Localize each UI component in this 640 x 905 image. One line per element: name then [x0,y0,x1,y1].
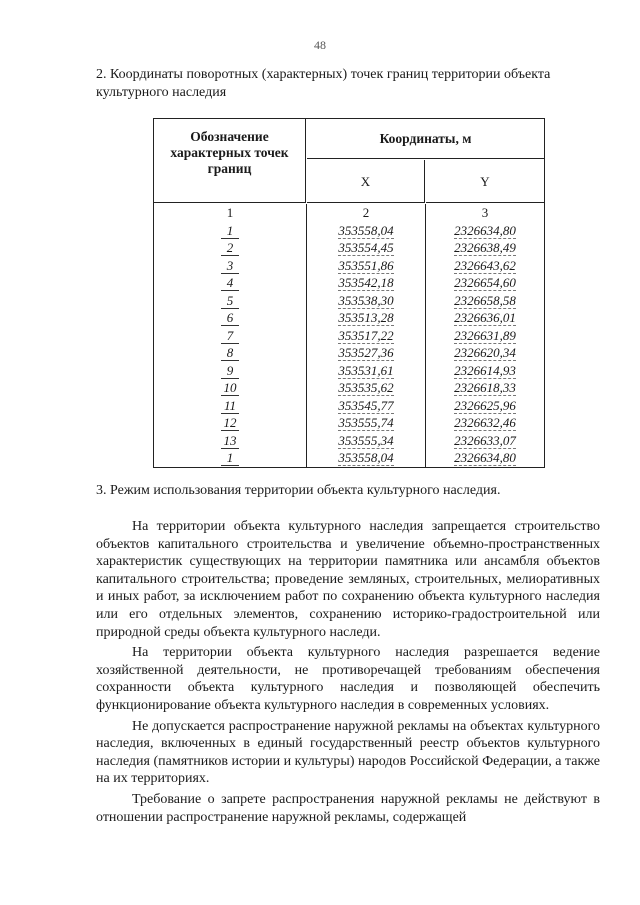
index-row [154,204,544,222]
x-cell [307,239,426,257]
table-row [154,397,544,415]
y-cell-value: 2326625,96 [454,397,516,413]
x-cell [307,222,426,240]
table-row [154,292,544,310]
y-cell-value: 2326636,01 [454,310,516,325]
y-cell-value: 2326643,62 [454,257,516,273]
x-cell-value: 353538,30 [338,292,394,308]
index-cell-1: 1 [154,204,307,222]
point-cell-value: 9 [221,363,239,379]
x-cell-value: 353545,77 [338,397,394,413]
paragraph-1: На территории объекта культурного наследия запрещается строительство объектов капитального строительства и увеличение объемно-пространственных характеристик существующих на территории памятника или ансамбля объектов капитального строительства; проведение земляных, строительных, мелиоративных и иных работ, за исключением работ по сохранению объекта культурного наследия или его отдельных элементов, сохранению историко-градостроительной или природной среды объекта культурного наследи. [96,519,600,640]
x-cell-value: 353555,74 [338,415,394,430]
x-cell-value: 353555,34 [338,432,394,448]
table-row [154,257,544,275]
y-cell [426,379,544,397]
y-cell [426,414,544,432]
point-cell-value: 3 [221,258,239,274]
index-cell-3: 3 [481,205,489,220]
paragraph-2: На территории объекта культурного наследия разрешается ведение хозяйственной деятельности, не противоречащей требованиям обеспечения сохранности объекта культурного наследия и позволяющей обеспечить функционирование объекта культурного наследия в современных условиях. [96,645,600,713]
table-row [154,327,544,345]
point-cell [154,362,307,380]
point-cell-value: 1 [221,223,239,239]
section-3-heading: 3. Режим использования территории объекта культурного наследия. [96,483,501,498]
x-cell [307,344,426,362]
y-cell [426,274,544,292]
y-cell-value: 2326614,93 [454,362,516,378]
point-cell [154,449,307,467]
point-cell-value: 8 [221,345,239,361]
x-cell [307,362,426,380]
x-cell [307,432,426,450]
coordinates-table [153,118,545,468]
point-cell [154,432,307,450]
x-cell-value: 353535,62 [338,380,394,395]
y-cell [426,239,544,257]
x-cell-value: 353554,45 [338,240,394,255]
x-cell [307,449,426,467]
body-text [96,518,600,829]
x-cell-value: 353527,36 [338,345,394,360]
index-cell-2: 2 [307,204,426,222]
x-cell-value: 353531,61 [338,362,394,378]
y-cell [426,362,544,380]
y-cell-value: 2326631,89 [454,327,516,343]
table-row [154,222,544,240]
point-cell [154,274,307,292]
x-cell-value: 353513,28 [338,310,394,325]
point-cell-value: 1 [221,450,239,466]
x-cell-value: 353551,86 [338,257,394,273]
x-cell-value: 353558,04 [338,222,394,238]
point-cell [154,344,307,362]
x-cell [307,397,426,415]
point-cell-value: 2 [221,240,239,256]
y-cell [426,397,544,415]
x-cell-value: 353558,04 [338,450,394,465]
section-2-heading: 2. Координаты поворотных (характерных) точек границ территории объекта культурного наследия [96,67,551,100]
header-coordinates: Координаты, м [307,119,544,159]
y-cell-value: 2326634,80 [454,222,516,238]
y-cell [426,292,544,310]
x-cell [307,414,426,432]
y-cell-value: 2326632,46 [454,415,516,430]
x-cell [307,292,426,310]
y-cell [426,257,544,275]
point-cell [154,292,307,310]
point-cell [154,239,307,257]
x-cell [307,327,426,345]
table-row [154,239,544,257]
point-cell-value: 4 [221,275,239,291]
point-cell-value: 10 [221,380,239,396]
point-cell [154,257,307,275]
table-row [154,379,544,397]
x-cell-value: 353517,22 [338,327,394,343]
point-cell [154,309,307,327]
header-y: Y [426,160,544,203]
table-row [154,449,544,467]
x-cell-value: 353542,18 [338,275,394,290]
y-cell-value: 2326620,34 [454,345,516,360]
table-row [154,309,544,327]
point-cell-value: 11 [221,398,239,414]
x-cell [307,309,426,327]
y-cell-value: 2326618,33 [454,380,516,395]
y-cell-value: 2326654,60 [454,275,516,290]
x-cell [307,274,426,292]
point-cell-value: 13 [221,433,239,449]
header-point-designation: Обозначение характерных точек границ [154,119,306,203]
table-row [154,432,544,450]
table-row [154,362,544,380]
x-cell [307,257,426,275]
y-cell-value: 2326638,49 [454,240,516,255]
y-cell [426,449,544,467]
y-cell-value: 2326633,07 [454,432,516,448]
y-cell-value: 2326658,58 [454,292,516,308]
y-cell [426,222,544,240]
y-cell [426,309,544,327]
y-cell [426,327,544,345]
point-cell [154,379,307,397]
point-cell [154,414,307,432]
y-cell [426,344,544,362]
table-row [154,414,544,432]
point-cell-value: 5 [221,293,239,309]
x-cell [307,379,426,397]
point-cell [154,222,307,240]
table-body [154,204,544,467]
point-cell-value: 7 [221,328,239,344]
point-cell-value: 12 [221,415,239,431]
table-row [154,344,544,362]
table-row [154,274,544,292]
y-cell [426,432,544,450]
header-x: X [307,160,425,203]
point-cell [154,397,307,415]
point-cell [154,327,307,345]
paragraph-4: Требование о запрете распространения наружной рекламы не действуют в отношении распространение наружной рекламы, содержащей [96,791,600,825]
page-number: 48 [314,38,326,52]
y-cell-value: 2326634,80 [454,450,516,465]
point-cell-value: 6 [221,310,239,326]
paragraph-3: Не допускается распространение наружной рекламы на объектах культурного наследия, включенных в единый государственный реестр объектов культурного наследия (памятников истории и культуры) народов Российской Федерации, а также на их территориях. [96,718,600,787]
